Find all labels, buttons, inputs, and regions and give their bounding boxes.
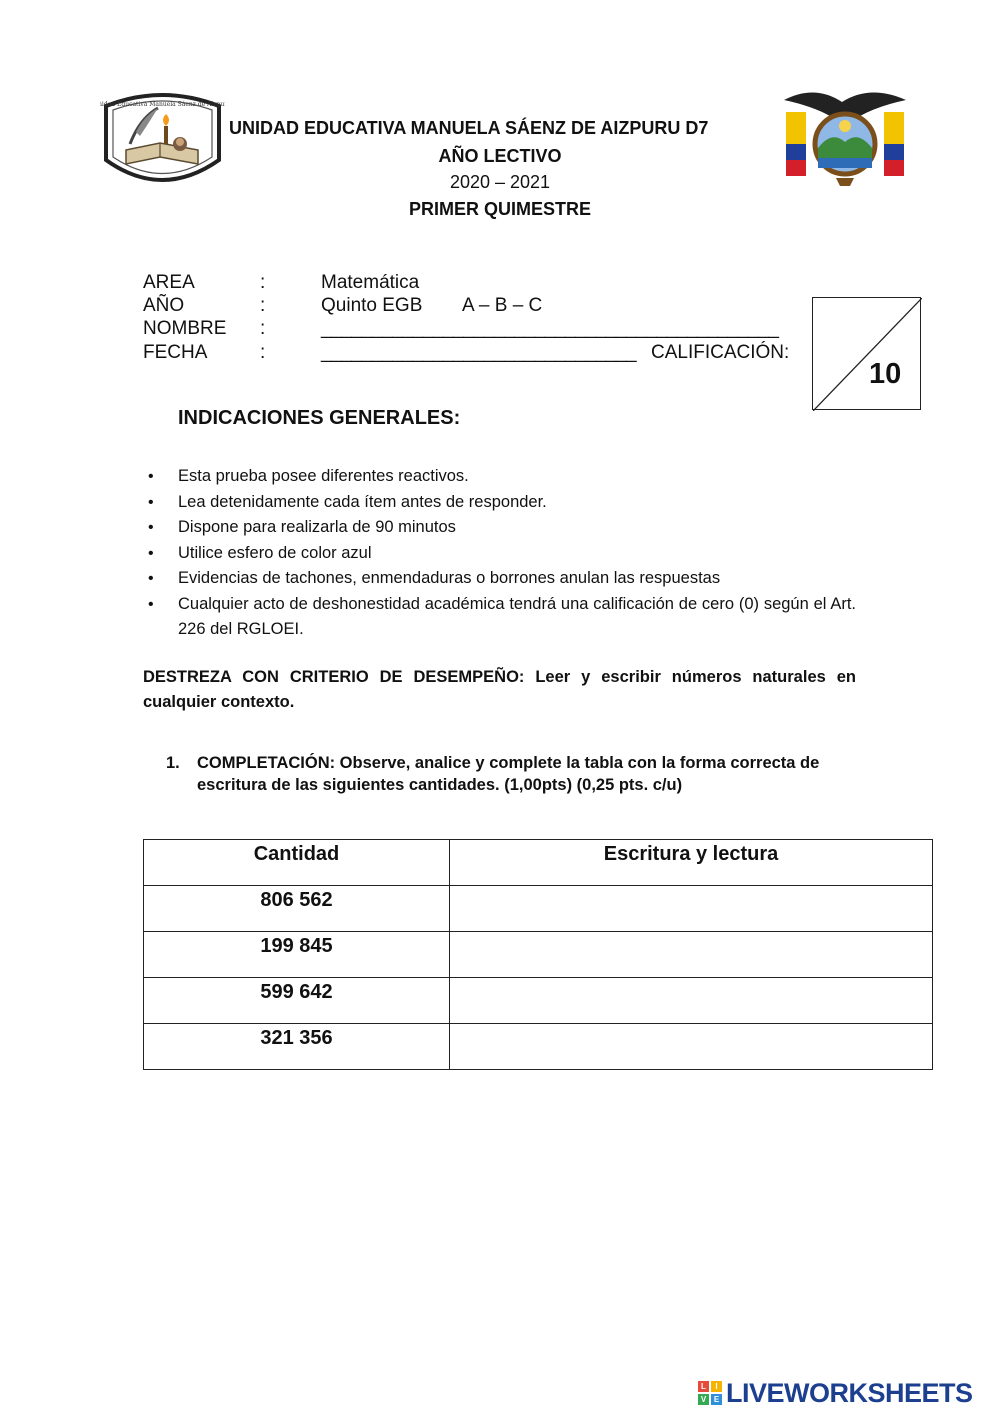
liveworksheets-icon xyxy=(698,1381,722,1405)
table-row xyxy=(144,978,933,1024)
school-name: UNIDAD EDUCATIVA MANUELA SÁENZ DE AIZPURU D7 xyxy=(229,118,709,138)
answer-cell[interactable] xyxy=(450,886,933,932)
icon-tile: I xyxy=(711,1381,722,1392)
answer-text[interactable] xyxy=(450,886,932,889)
liveworksheets-logo[interactable] xyxy=(698,1378,973,1408)
quantities-table xyxy=(143,839,933,1070)
name-label: NOMBRE xyxy=(143,318,227,339)
table-row xyxy=(144,932,933,978)
instructions-list xyxy=(143,464,856,643)
date-field[interactable]: _______________________________ xyxy=(321,342,637,363)
icon-tile: L xyxy=(698,1381,709,1392)
icon-tile: E xyxy=(711,1394,722,1405)
area-value: Matemática xyxy=(321,272,420,293)
grade-box[interactable] xyxy=(812,297,921,410)
grade-year-value: Quinto EGB xyxy=(321,295,423,316)
list-item: • Cualquier acto de deshonestidad académica tendrá una calificación de cero (0) según el Art. 226 del RGLOEI. xyxy=(143,592,856,643)
name-field[interactable]: _____________________________________________ xyxy=(321,318,779,339)
term-label: PRIMER QUIMESTRE xyxy=(408,199,591,219)
quantity-cell: 599 642 xyxy=(260,981,333,1003)
answer-text[interactable] xyxy=(450,1024,932,1027)
list-item: • Dispone para realizarla de 90 minutos xyxy=(143,515,856,541)
answer-cell[interactable] xyxy=(450,1024,933,1070)
header-writing: Escritura y lectura xyxy=(603,843,779,865)
table-header-row xyxy=(144,840,933,886)
academic-year-label: AÑO LECTIVO xyxy=(438,146,562,166)
name-colon: : xyxy=(260,318,266,339)
answer-cell[interactable] xyxy=(450,978,933,1024)
date-colon: : xyxy=(260,342,266,363)
area-colon: : xyxy=(260,272,266,293)
grade-label: CALIFICACIÓN: xyxy=(651,342,790,363)
quantity-cell: 806 562 xyxy=(260,889,333,911)
academic-years: 2020 – 2021 xyxy=(449,172,551,192)
list-item: • Esta prueba posee diferentes reactivos. xyxy=(143,464,856,490)
grade-year-colon: : xyxy=(260,295,266,316)
answer-cell[interactable] xyxy=(450,932,933,978)
header-quantity: Cantidad xyxy=(253,843,340,865)
question-text: COMPLETACIÓN: Observe, analice y complete la tabla con la forma correcta de escritura de las siguientes cantidades. (1,00pts) (0,25 pts. c/u) xyxy=(197,754,820,794)
grade-total: 10 xyxy=(869,358,902,390)
answer-text[interactable] xyxy=(450,932,932,935)
date-label: FECHA xyxy=(143,342,208,363)
question-number: 1. xyxy=(166,754,180,772)
sections-value: A – B – C xyxy=(462,295,543,316)
quantity-cell: 321 356 xyxy=(260,1027,333,1049)
area-label: AREA xyxy=(143,272,195,293)
liveworksheets-brand: LIVEWORKSHEETS xyxy=(726,1377,973,1408)
answer-text[interactable] xyxy=(450,978,932,981)
list-item: • Utilice esfero de color azul xyxy=(143,541,856,567)
list-item: • Evidencias de tachones, enmendaduras o borrones anulan las respuestas xyxy=(143,566,856,592)
seal-text: Unidad Educativa Manuela Sáenz de Aizpuru xyxy=(100,101,225,108)
icon-tile: V xyxy=(698,1394,709,1405)
grade-diagonal xyxy=(813,298,922,411)
quantity-cell: 199 845 xyxy=(260,935,333,957)
list-item: • Lea detenidamente cada ítem antes de responder. xyxy=(143,490,856,516)
table-row xyxy=(144,1024,933,1070)
table-row xyxy=(144,886,933,932)
instructions-title: INDICACIONES GENERALES: xyxy=(178,407,461,429)
grade-year-label: AÑO xyxy=(143,295,185,316)
skill-statement: DESTREZA CON CRITERIO DE DESEMPEÑO: Leer y escribir números naturales en cualquier contexto. xyxy=(143,668,856,711)
